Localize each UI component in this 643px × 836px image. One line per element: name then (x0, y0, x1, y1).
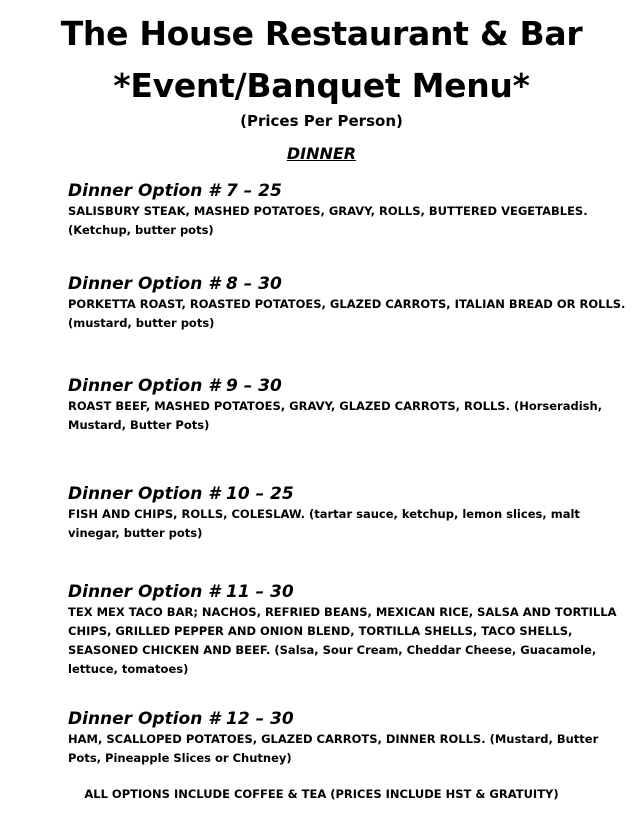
option-description: FISH AND CHIPS, ROLLS, COLESLAW. (tartar sauce, ketchup, lemon slices, malt vinegar, butter pots) (68, 507, 580, 540)
option-title: Dinner Option # 9 – 30 (68, 376, 282, 396)
dinner-option-7 (68, 181, 628, 240)
dinner-option-8 (68, 274, 628, 333)
restaurant-title: The House Restaurant & Bar (60, 14, 583, 53)
menu-title: *Event/Banquet Menu* (113, 66, 530, 105)
dinner-option-10 (68, 484, 628, 543)
option-description: ROAST BEEF, MASHED POTATOES, GRAVY, GLAZED CARROTS, ROLLS. (Horseradish, Mustard, Butter Pots) (68, 399, 603, 432)
option-title: Dinner Option # 11 – 30 (68, 582, 294, 602)
option-title: Dinner Option # 8 – 30 (68, 274, 282, 294)
dinner-option-11 (68, 582, 628, 679)
option-title: Dinner Option # 10 – 25 (68, 484, 294, 504)
dinner-option-12 (68, 709, 628, 768)
option-description: HAM, SCALLOPED POTATOES, GLAZED CARROTS, DINNER ROLLS. (Mustard, Butter Pots, Pineapple Slices or Chutney) (68, 732, 599, 765)
footer-note: ALL OPTIONS INCLUDE COFFEE & TEA (PRICES INCLUDE HST & GRATUITY) (84, 787, 559, 801)
option-description: SALISBURY STEAK, MASHED POTATOES, GRAVY, ROLLS, BUTTERED VEGETABLES. (Ketchup, butter pots) (68, 204, 588, 237)
option-title: Dinner Option # 12 – 30 (68, 709, 294, 729)
section-heading: DINNER (286, 144, 357, 163)
dinner-option-9 (68, 376, 628, 435)
option-title: Dinner Option # 7 – 25 (68, 181, 282, 201)
prices-note: (Prices Per Person) (240, 112, 403, 130)
option-description: TEX MEX TACO BAR; NACHOS, REFRIED BEANS, MEXICAN RICE, SALSA AND TORTILLA CHIPS, GRILLED PEPPER AND ONION BLEND, TORTILLA SHELLS, TACO SHELLS, SEASONED CHICKEN AND BEEF. (Salsa, Sour Cream, Cheddar Cheese, Guacamole, lettuce, tomatoes) (68, 605, 617, 676)
option-description: PORKETTA ROAST, ROASTED POTATOES, GLAZED CARROTS, ITALIAN BREAD OR ROLLS. (mustard, butter pots) (68, 297, 626, 330)
